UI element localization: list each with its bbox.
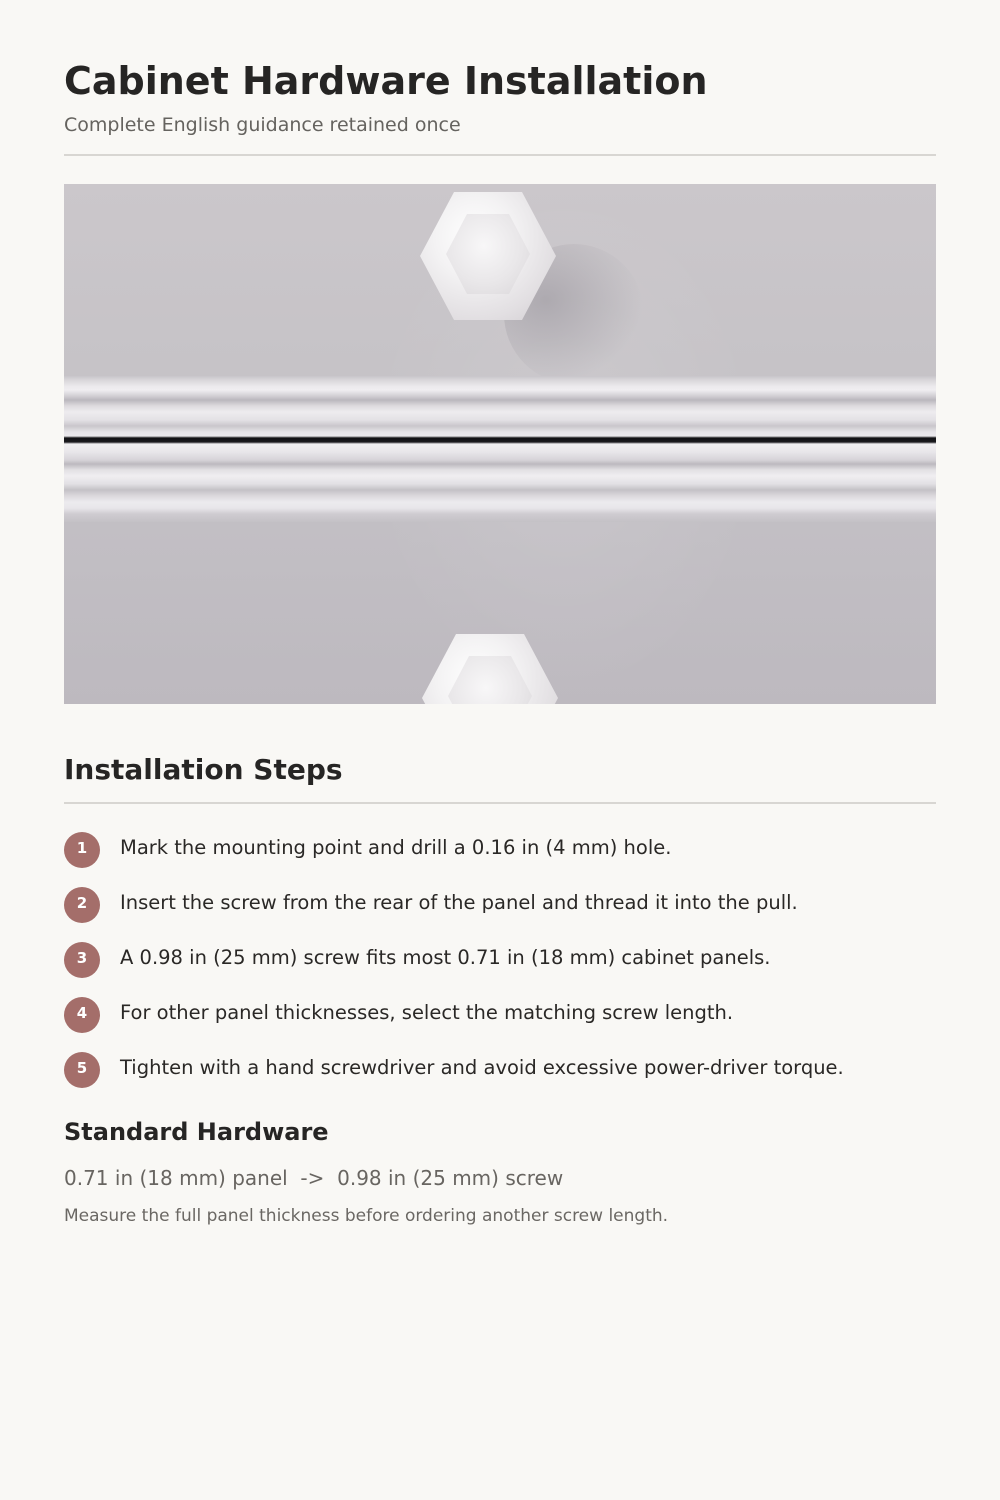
step-item [64, 885, 936, 940]
drawer-molding [64, 376, 936, 522]
step-number-badge: 5 [64, 1052, 100, 1088]
step-number-badge: 1 [64, 832, 100, 868]
step-number-badge: 3 [64, 942, 100, 978]
steps-list [64, 830, 936, 1105]
header-divider [64, 154, 936, 156]
hardware-spec: 0.71 in (18 mm) panel -> 0.98 in (25 mm) screw [64, 1166, 564, 1190]
step-number-badge: 4 [64, 997, 100, 1033]
standard-hardware-heading: Standard Hardware [64, 1118, 329, 1146]
hardware-note: Measure the full panel thickness before ordering another screw length. [64, 1206, 669, 1226]
steps-divider [64, 802, 936, 804]
step-number-badge: 2 [64, 887, 100, 923]
step-text: Mark the mounting point and drill a 0.16 in (4 mm) hole. [120, 836, 672, 859]
page-title: Cabinet Hardware Installation [64, 59, 708, 103]
step-text: Tighten with a hand screwdriver and avoid excessive power-driver torque. [120, 1056, 844, 1079]
step-text: A 0.98 in (25 mm) screw fits most 0.71 in (18 mm) cabinet panels. [120, 946, 771, 969]
step-text: For other panel thicknesses, select the matching screw length. [120, 1001, 734, 1024]
product-photo [64, 184, 936, 704]
step-item [64, 1050, 936, 1105]
step-item [64, 940, 936, 995]
step-item [64, 995, 936, 1050]
installation-steps-heading: Installation Steps [64, 753, 343, 786]
page-subtitle: Complete English guidance retained once [64, 114, 461, 136]
step-text: Insert the screw from the rear of the panel and thread it into the pull. [120, 891, 798, 914]
step-item [64, 830, 936, 885]
